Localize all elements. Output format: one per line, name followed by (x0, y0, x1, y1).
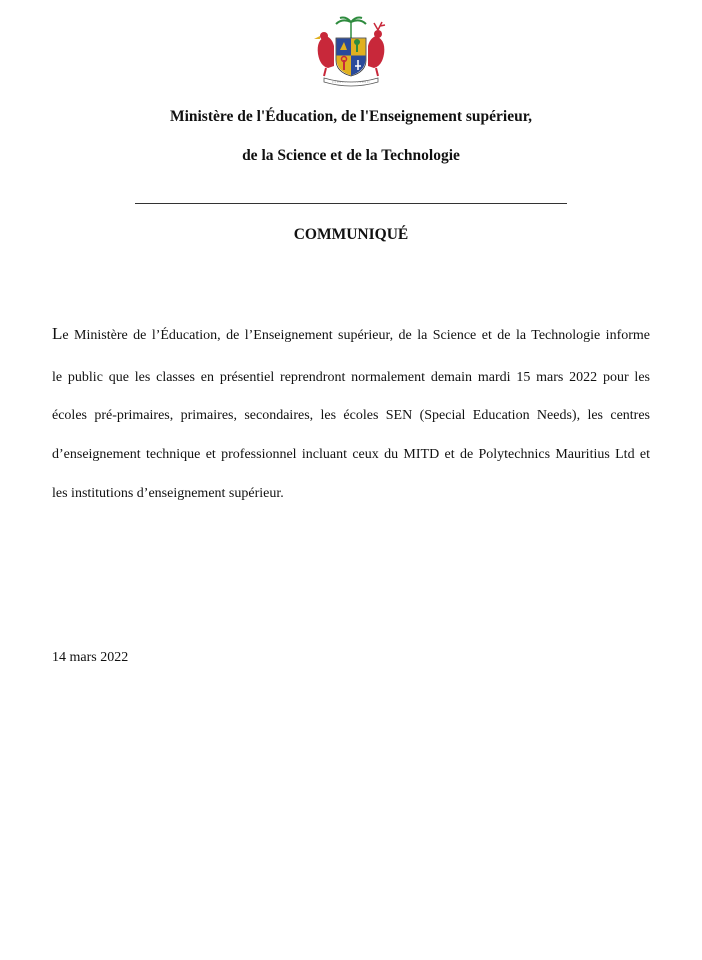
header-divider (135, 203, 567, 204)
shield-icon (336, 38, 366, 76)
body-first-letter: L (52, 324, 63, 343)
body-line: le public que les classes en présentiel reprendront normalement demain mardi 15 mars 2022 pour les (52, 370, 650, 385)
body-line-text: e Ministère de l’Éducation, de l’Enseignement supérieur, de la Science et de la Technologie informe (62, 328, 650, 343)
dodo-icon (314, 32, 334, 76)
deer-icon (368, 22, 385, 76)
body-line: d’enseignement technique et professionnel incluant ceux du MITD et de Polytechnics Mauritius Ltd et (52, 447, 650, 462)
document-title: COMMUNIQUÉ (293, 226, 409, 243)
coat-of-arms-icon (306, 16, 396, 90)
ministry-name-line-2: de la Science et de la Technologie (242, 147, 460, 164)
ministry-name-line-1: Ministère de l'Éducation, de l'Enseignement supérieur, (169, 108, 533, 125)
body-line: écoles pré-primaires, primaires, secondaires, les écoles SEN (Special Education Needs), les centres (52, 408, 650, 423)
document-date: 14 mars 2022 (52, 650, 129, 665)
motto-scroll-icon (324, 78, 378, 86)
palm-icon (336, 18, 366, 39)
body-line (52, 325, 650, 345)
body-line: les institutions d’enseignement supérieur. (52, 486, 284, 501)
